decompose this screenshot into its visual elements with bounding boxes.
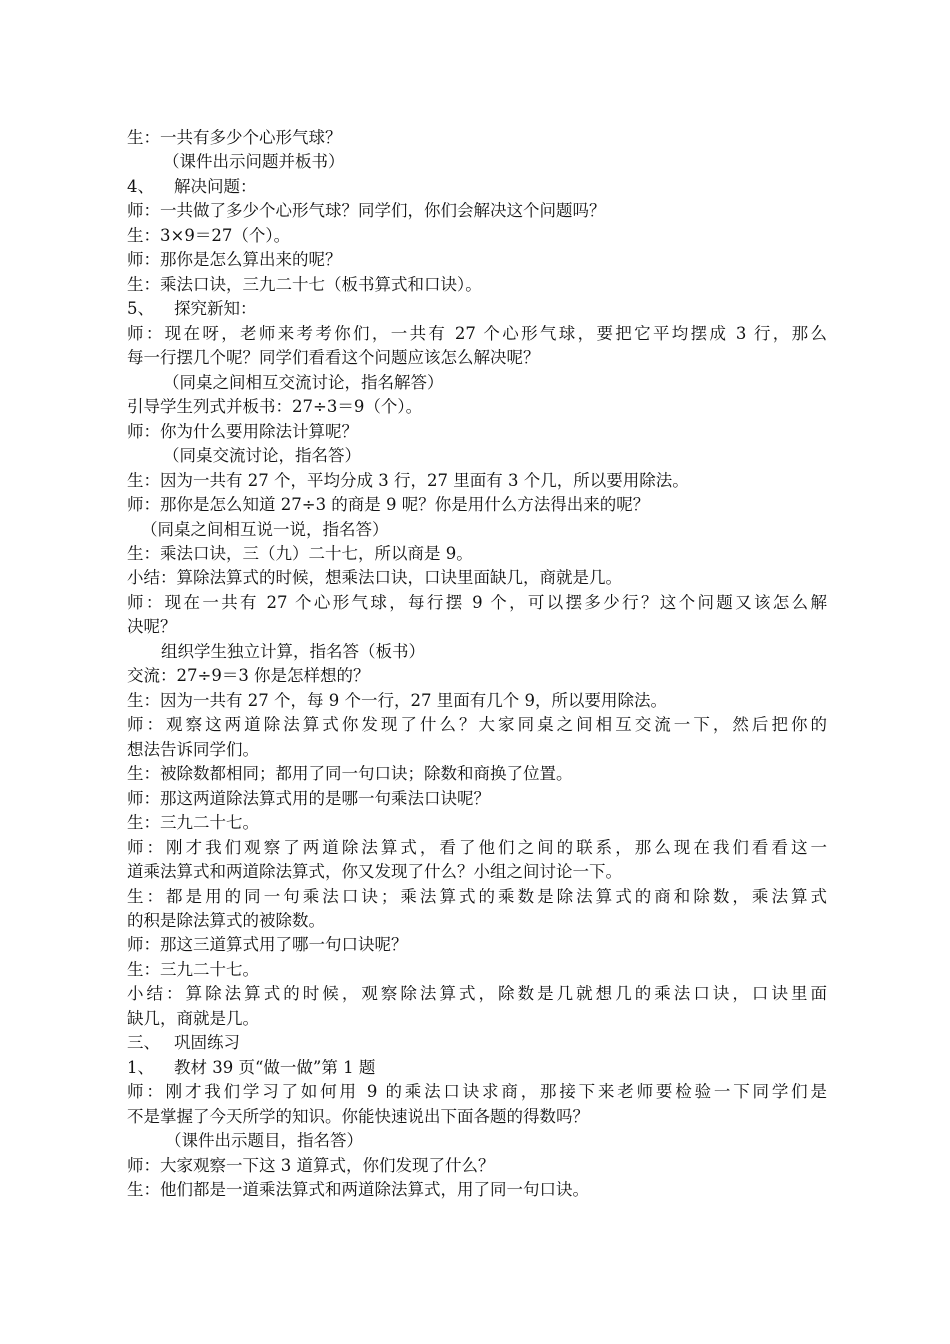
- text-line: 小结：算除法算式的时候，观察除法算式，除数是几就想几的乘法口诀，口诀里面: [127, 984, 827, 1004]
- text-line: 师：那你是怎么知道 27÷3 的商是 9 呢？你是用什么方法得出来的呢？: [127, 495, 650, 515]
- text-line: 生：三九二十七。: [127, 959, 259, 979]
- text-line: 缺几，商就是几。: [127, 1008, 259, 1028]
- text-line: 生：乘法口诀，三（九）二十七，所以商是 9。: [127, 543, 473, 563]
- text-line: （课件出示问题并板书）: [163, 152, 345, 172]
- text-line: 生：都是用的同一句乘法口诀；乘法算式的乘数是除法算式的商和除数，乘法算式: [127, 886, 827, 906]
- text-line: 生：3×9＝27（个）。: [127, 225, 291, 245]
- text-line: 师：现在呀，老师来考考你们，一共有 27 个心形气球，要把它平均摆成 3 行，那么: [127, 323, 827, 343]
- section-heading: [127, 1056, 827, 1080]
- heading-number: 4、: [127, 176, 154, 196]
- text-line: 交流：27÷9＝3 你是怎样想的？: [127, 666, 370, 686]
- text-line: 组织学生独立计算，指名答（板书）: [161, 641, 425, 661]
- text-line: （同桌之间相互说一说，指名答）: [141, 519, 389, 539]
- text-line: 生：被除数都相同；都用了同一句口诀；除数和商换了位置。: [127, 764, 573, 784]
- heading-text: 解决问题：: [174, 176, 257, 196]
- heading-number: 5、: [127, 299, 154, 319]
- section-heading: [127, 297, 827, 321]
- text-line: 师：你为什么要用除法计算呢？: [127, 421, 358, 441]
- heading-text: 教材 39 页“做一做”第 1 题: [174, 1057, 376, 1077]
- text-line: 道乘法算式和两道除法算式，你又发现了什么？小组之间讨论一下。: [127, 862, 622, 882]
- heading-text: 探究新知：: [174, 299, 257, 319]
- text-line: 每一行摆几个呢？同学们看看这个问题应该怎么解决呢？: [127, 348, 540, 368]
- text-line: 师：那这两道除法算式用的是哪一句乘法口诀呢？: [127, 788, 490, 808]
- section-heading: [127, 175, 827, 199]
- text-line: 师：那你是怎么算出来的呢？: [127, 250, 342, 270]
- heading-number: 1、: [127, 1057, 154, 1077]
- text-line: 生：乘法口诀，三九二十七（板书算式和口诀）。: [127, 274, 482, 294]
- text-line: 想法告诉同学们。: [127, 739, 259, 759]
- text-line: 师：那这三道算式用了哪一句口诀呢？: [127, 935, 408, 955]
- text-line: 小结：算除法算式的时候，想乘法口诀，口诀里面缺几，商就是几。: [127, 568, 622, 588]
- text-line: 生：因为一共有 27 个，每 9 个一行，27 里面有几个 9，所以要用除法。: [127, 690, 667, 710]
- text-line: 师：刚才我们观察了两道除法算式，看了他们之间的联系，那么现在我们看看这一: [127, 837, 827, 857]
- text-line: 生：一共有多少个心形气球？: [127, 128, 342, 147]
- text-line: 决呢？: [127, 617, 177, 637]
- text-line: 生：三九二十七。: [127, 813, 259, 833]
- text-line: 师：现在一共有 27 个心形气球，每行摆 9 个，可以摆多少行？这个问题又该怎么解: [127, 592, 827, 612]
- text-line: 引导学生列式并板书：27÷3＝9（个）。: [127, 397, 423, 417]
- heading-number: 三、: [127, 1033, 160, 1053]
- text-line: （同桌之间相互交流讨论，指名解答）: [163, 372, 444, 392]
- text-line: 师：一共做了多少个心形气球？同学们，你们会解决这个问题吗？: [127, 201, 606, 221]
- text-line: （同桌交流讨论，指名答）: [163, 446, 361, 466]
- text-line: 生：他们都是一道乘法算式和两道除法算式，用了同一句口诀。: [127, 1180, 589, 1200]
- text-line: 师：大家观察一下这 3 道算式，你们发现了什么？: [127, 1155, 495, 1175]
- heading-text: 巩固练习: [174, 1033, 240, 1053]
- text-line: （课件出示题目，指名答）: [165, 1131, 363, 1151]
- text-line: 的积是除法算式的被除数。: [127, 911, 325, 930]
- document-body: [127, 126, 827, 1203]
- text-line: 师：刚才我们学习了如何用 9 的乘法口诀求商，那接下来老师要检验一下同学们是: [127, 1082, 827, 1102]
- section-heading: [127, 1031, 827, 1055]
- text-line: 师：观察这两道除法算式你发现了什么？大家同桌之间相互交流一下，然后把你的: [127, 715, 827, 735]
- text-line: 不是掌握了今天所学的知识。你能快速说出下面各题的得数吗？: [127, 1106, 589, 1126]
- text-line: 生：因为一共有 27 个，平均分成 3 行，27 里面有 3 个几，所以要用除法。: [127, 470, 689, 490]
